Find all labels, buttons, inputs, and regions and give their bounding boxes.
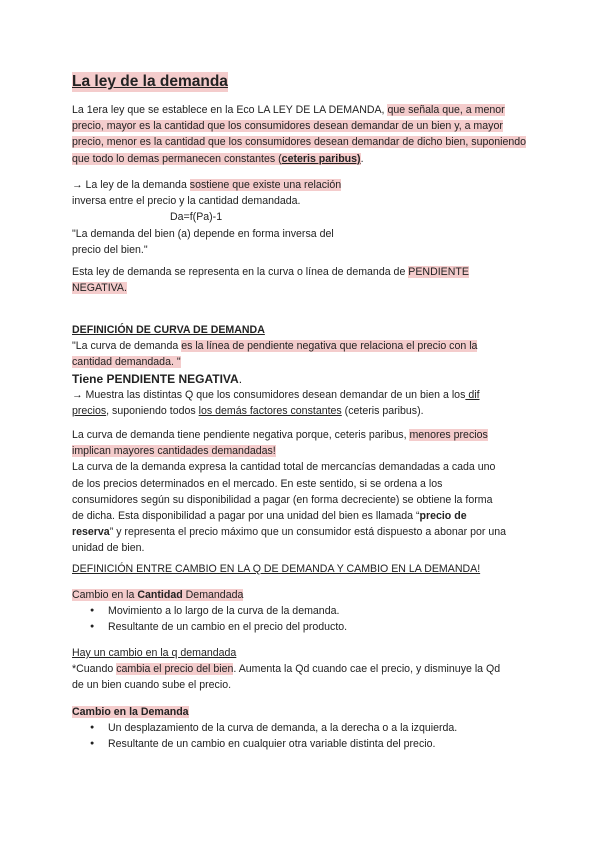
reason-line-1: La curva de la demanda expresa la cantidad total de mercancías demandadas a cada uno bbox=[72, 461, 496, 474]
curve-intro-text: Esta ley de demanda se representa en la curva o línea de demanda de bbox=[72, 266, 409, 278]
negative-slope-label: Tiene PENDIENTE NEGATIVA bbox=[72, 371, 239, 386]
reserve-price-2: reserva bbox=[72, 526, 110, 539]
law-quote-1: "La demanda del bien (a) depende en forma inversa del bbox=[72, 227, 334, 240]
def-change-heading-text: DEFINICIÓN ENTRE CAMBIO EN LA Q DE DEMANDA Y CAMBIO EN LA DEMANDA! bbox=[72, 563, 481, 575]
when-text-2: . Aumenta la Qd cuando cae el precio, y disminuye la Qd bbox=[233, 663, 501, 676]
qty-change-list bbox=[72, 603, 530, 635]
intro-highlight: que señala que, a menor precio, mayor es la cantidad que los consumidores desean demandar de un bien y, a mayor precio, menor es la cantidad que los consumidores desean demandar de dicho bien, suponiendo que todo lo demas permanecen constantes bbox=[72, 104, 527, 165]
def-curve-highlight-1: es la línea de pendiente negativa que relaciona el precio con la bbox=[181, 340, 478, 353]
qty-change-pre: Cambio en la bbox=[72, 589, 138, 601]
def-curve-block bbox=[72, 322, 530, 419]
list-item: ● Un desplazamiento de la curva de demanda, a la derecha o a la izquierda. bbox=[72, 720, 530, 736]
def-curve-heading: DEFINICIÓN DE CURVA DE DEMANDA bbox=[72, 324, 265, 336]
list-item: ● Resultante de un cambio en el precio del producto. bbox=[72, 619, 530, 635]
curve-intro-highlight-2: NEGATIVA. bbox=[72, 282, 127, 295]
when-text: *Cuando bbox=[72, 663, 117, 676]
intro-highlight-paren: ( bbox=[275, 152, 282, 165]
curve-intro bbox=[72, 264, 530, 296]
intro-text: La 1era ley que se establece en la Eco LA LEY DE LA DEMANDA, bbox=[72, 104, 388, 116]
reason-highlight-2: implican mayores cantidades demandadas! bbox=[72, 445, 276, 458]
when-highlight: cambia el precio del bien bbox=[116, 663, 234, 676]
demand-change-block bbox=[72, 704, 530, 753]
shows-line-2: , suponiendo todos bbox=[106, 405, 199, 418]
def-change-heading bbox=[72, 561, 530, 577]
list-item: ● Movimiento a lo largo de la curva de la demanda. bbox=[72, 603, 530, 619]
law-line-2: inversa entre el precio y la cantidad demandada. bbox=[72, 195, 301, 208]
qty-change-bold: Cantidad bbox=[137, 589, 183, 601]
reserve-price-1: precio de bbox=[419, 510, 467, 523]
law-quote-2: precio del bien." bbox=[72, 243, 148, 256]
list-item: ● Resultante de un cambio en cualquier otra variable distinta del precio. bbox=[72, 736, 530, 752]
negative-slope-dot: . bbox=[238, 371, 243, 386]
qty-change-block bbox=[72, 587, 530, 636]
q-change-heading: Hay un cambio en la q demandada bbox=[72, 647, 237, 659]
qty-change-post: Demandada bbox=[182, 589, 244, 601]
ceteris-paribus: ceteris paribus) bbox=[281, 152, 361, 165]
reason-highlight-1: menores precios bbox=[409, 429, 488, 441]
reason-block bbox=[72, 427, 530, 557]
reason-line-2: de los precios determinados en el mercado. En este sentido, si se ordena a los bbox=[72, 477, 443, 490]
def-curve-quote: "La curva de demanda bbox=[72, 340, 182, 353]
demand-change-heading: Cambio en la Demanda bbox=[72, 706, 189, 718]
law-highlight: sostiene que existe una relación bbox=[189, 179, 342, 191]
law-arrow-text: → La ley de la demanda bbox=[72, 179, 190, 191]
intro-paragraph bbox=[72, 102, 530, 167]
demand-formula: Da=f(Pa)-1 bbox=[170, 211, 223, 224]
curve-intro-highlight-1: PENDIENTE bbox=[408, 266, 469, 278]
def-curve-highlight-2: cantidad demandada. " bbox=[72, 356, 181, 369]
law-block bbox=[72, 177, 530, 258]
shows-line-1: → Muestra las distintas Q que los consumidores desean demandar de un bien a los bbox=[72, 388, 466, 401]
shows-underline-1: dif bbox=[465, 388, 480, 401]
law-line-1 bbox=[72, 177, 530, 193]
reason-line-4: de dicha. Esta disponibilidad a pagar por una unidad del bien es llamada “ bbox=[72, 510, 420, 523]
reason-text: La curva de demanda tiene pendiente negativa porque, ceteris paribus, bbox=[72, 429, 410, 441]
reason-line-3: consumidores según su disponibilidad a pagar (en forma decreciente) se obtiene la forma bbox=[72, 493, 493, 506]
shows-underline-2: precios bbox=[72, 405, 107, 418]
shows-underline-3: los demás factores constantes bbox=[198, 405, 342, 418]
reason-line-5: ” y representa el precio máximo que un consumidor está dispuesto a abonar por una bbox=[109, 526, 507, 539]
demand-change-list bbox=[72, 720, 530, 752]
document-title: La ley de la demanda bbox=[72, 73, 228, 90]
intro-end: . bbox=[360, 152, 364, 165]
q-change-block bbox=[72, 645, 530, 694]
when-line-2: de un bien cuando sube el precio. bbox=[72, 679, 232, 692]
shows-line-2-end: (ceteris paribus). bbox=[341, 405, 424, 418]
reason-line-6: unidad de bien. bbox=[72, 542, 145, 555]
